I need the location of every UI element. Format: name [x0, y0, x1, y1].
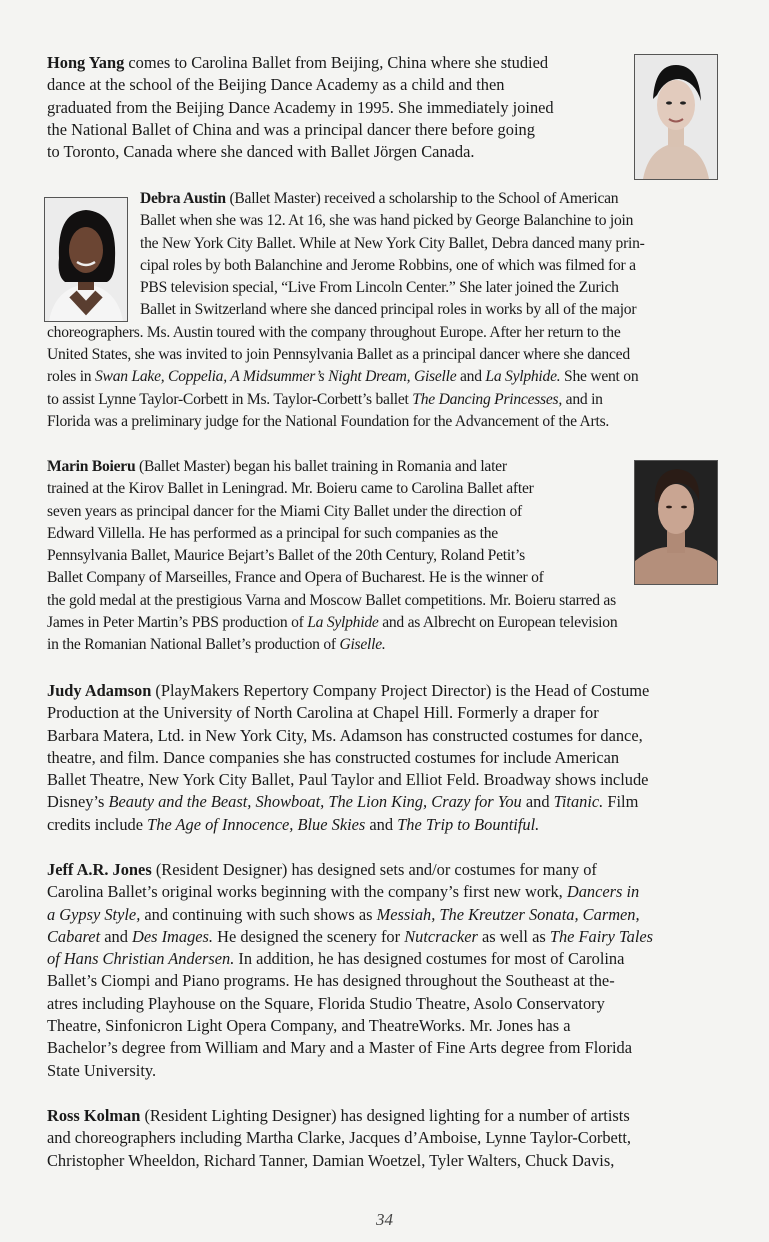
bio-name: Marin Boieru: [47, 458, 136, 475]
bio-debra-austin: Debra Austin (Ballet Master) received a scholarship to the School of American Ballet when she was 12. At 16, she was hand picked by George Balanchine to join the New York City Ballet. While at New York City Ballet, Debra danced many prin- cipal roles by both Balanchine and Jerome Robbins, one of which was filmed for a PBS television special, “Live From Lincoln Center.” She later joined the Zurich Ballet in Switzerland where she danced principal roles in works by all of the major choreographers. Ms. Austin toured with the company throughout Europe. After her return to the United States, she was invited to join Pennsylvania Ballet as a principal dancer where she danced roles in Swan Lake, Coppelia, A Midsummer’s Night Dream, Giselle and La Sylphide. She went on to assist Lynne Taylor-Corbett in Ms. Taylor-Corbett’s ballet The Dancing Princesses, and in Florida was a preliminary judge for the National Foundation for the Advancement of the Arts.: [47, 190, 645, 430]
bio-marin-boieru: Marin Boieru (Ballet Master) began his ballet training in Romania and later trained at the Kirov Ballet in Leningrad. Mr. Boieru came to Carolina Ballet after seven years as principal dancer for the Miami City Ballet under the direction of Edward Villella. He has performed as a principal for such companies as the Pennsylvania Ballet, Maurice Bejart’s Ballet of the 20th Century, Roland Petit’s Ballet Company of Marseilles, France and Opera of Bucharest. He is the winner of the gold medal at the prestigious Varna and Moscow Ballet competitions. Mr. Boieru starred as James in Peter Martin’s PBS production of La Sylphide and as Albrecht on European television in the Romanian National Ballet’s production of Giselle.: [47, 458, 618, 654]
bio-judy-adamson: Judy Adamson (PlayMakers Repertory Company Project Director) is the Head of Costume Production at the University of North Carolina at Chapel Hill. Formerly a draper for Barbara Matera, Ltd. in New York City, Ms. Adamson has constructed costumes for dance, theatre, and film. Dance companies she has constructed costumes for include American Ballet Theatre, New York City Ballet, Paul Taylor and Elliot Feld. Broadway shows include Disney’s Beauty and the Beast, Showboat, The Lion King, Crazy for You and Titanic. Film credits include The Age of Innocence, Blue Skies and The Trip to Bountiful.: [47, 681, 650, 834]
bio-name: Ross Kolman: [47, 1106, 141, 1125]
bio-name: Debra Austin: [140, 190, 226, 207]
bio-hong-yang: Hong Yang comes to Carolina Ballet from Beijing, China where she studied dance at the school of the Beijing Dance Academy as a child and then graduated from the Beijing Dance Academy in 1995. She immediately joined the National Ballet of China and was a principal dancer there before going to Toronto, Canada where she danced with Ballet Jörgen Canada.: [47, 53, 554, 162]
page-number: 34: [376, 1210, 393, 1229]
portrait-icon: [635, 55, 717, 179]
marin-boieru-photo: [634, 460, 718, 585]
bio-name: Judy Adamson: [47, 681, 152, 700]
bio-name: Jeff A.R. Jones: [47, 860, 152, 879]
bio-jeff-jones: Jeff A.R. Jones (Resident Designer) has designed sets and/or costumes for many of Carolina Ballet’s original works beginning with the company’s first new work, Dancers in a Gypsy Style, and continuing with such shows as Messiah, The Kreutzer Sonata, Carmen, Cabaret and Des Images. He designed the scenery for Nutcracker as well as The Fairy Tales of Hans Christian Andersen. In addition, he has designed costumes for most of Carolina Ballet’s Ciompi and Piano programs. He has designed throughout the Southeast at the- atres including Playhouse on the Square, Florida Studio Theatre, Asolo Conservatory Theatre, Sinfonicron Light Opera Company, and TheatreWorks. Mr. Jones has a Bachelor’s degree from William and Mary and a Master of Fine Arts degree from Florida State University.: [47, 860, 654, 1080]
bio-ross-kolman: Ross Kolman (Resident Lighting Designer) has designed lighting for a number of artists and choreographers including Martha Clarke, Jacques d’Amboise, Lynne Taylor-Corbett, Christopher Wheeldon, Richard Tanner, Damian Woetzel, Tyler Walters, Chuck Davis,: [47, 1106, 632, 1170]
portrait-icon: [635, 461, 717, 584]
hong-yang-photo: [634, 54, 718, 180]
bio-name: Hong Yang: [47, 53, 125, 72]
